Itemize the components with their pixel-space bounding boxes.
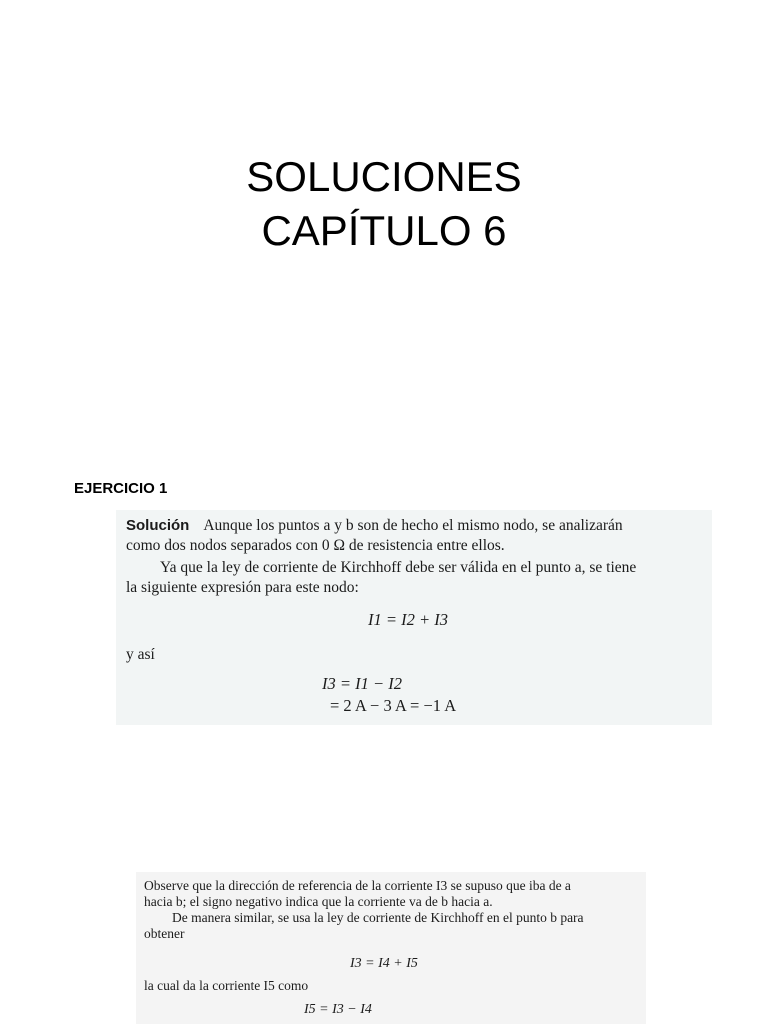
solution-line-1 bbox=[126, 516, 706, 536]
title-line-2: CAPÍTULO 6 bbox=[261, 207, 507, 254]
continuation-line-3: De manera similar, se usa la ley de corriente de Kirchhoff en el punto b para bbox=[172, 910, 584, 925]
continuation-line-1: Observe que la dirección de referencia de la corriente I3 se supuso que iba de a bbox=[144, 878, 571, 893]
equation-4: I3 = I4 + I5 bbox=[350, 956, 418, 971]
y-asi-text: y así bbox=[126, 646, 155, 663]
equation-3: = 2 A − 3 A = −1 A bbox=[330, 696, 457, 715]
solution-line-2: como dos nodos separados con 0 Ω de resistencia entre ellos. bbox=[126, 537, 505, 554]
solution-line-3: Ya que la ley de corriente de Kirchhoff debe ser válida en el punto a, se tiene bbox=[160, 559, 637, 576]
title-line-1: SOLUCIONES bbox=[246, 153, 522, 200]
equation-2: I3 = I1 − I2 bbox=[322, 674, 403, 693]
solution-line-1-text: Aunque los puntos a y b son de hecho el mismo nodo, se analizarán bbox=[203, 517, 623, 534]
continuation-line-5: la cual da la corriente I5 como bbox=[144, 978, 309, 993]
equation-1: I1 = I2 + I3 bbox=[368, 610, 449, 629]
exercise-label: EJERCICIO 1 bbox=[74, 480, 168, 497]
continuation-panel bbox=[136, 872, 646, 1024]
continuation-line-4: obtener bbox=[144, 926, 185, 941]
equation-5: I5 = I3 − I4 bbox=[304, 1002, 372, 1017]
solution-panel bbox=[116, 510, 712, 725]
continuation-line-2: hacia b; el signo negativo indica que la corriente va de b hacia a. bbox=[144, 894, 493, 909]
solution-lead: Solución bbox=[126, 517, 190, 534]
page-title bbox=[0, 150, 768, 258]
solution-line-4: la siguiente expresión para este nodo: bbox=[126, 579, 359, 596]
